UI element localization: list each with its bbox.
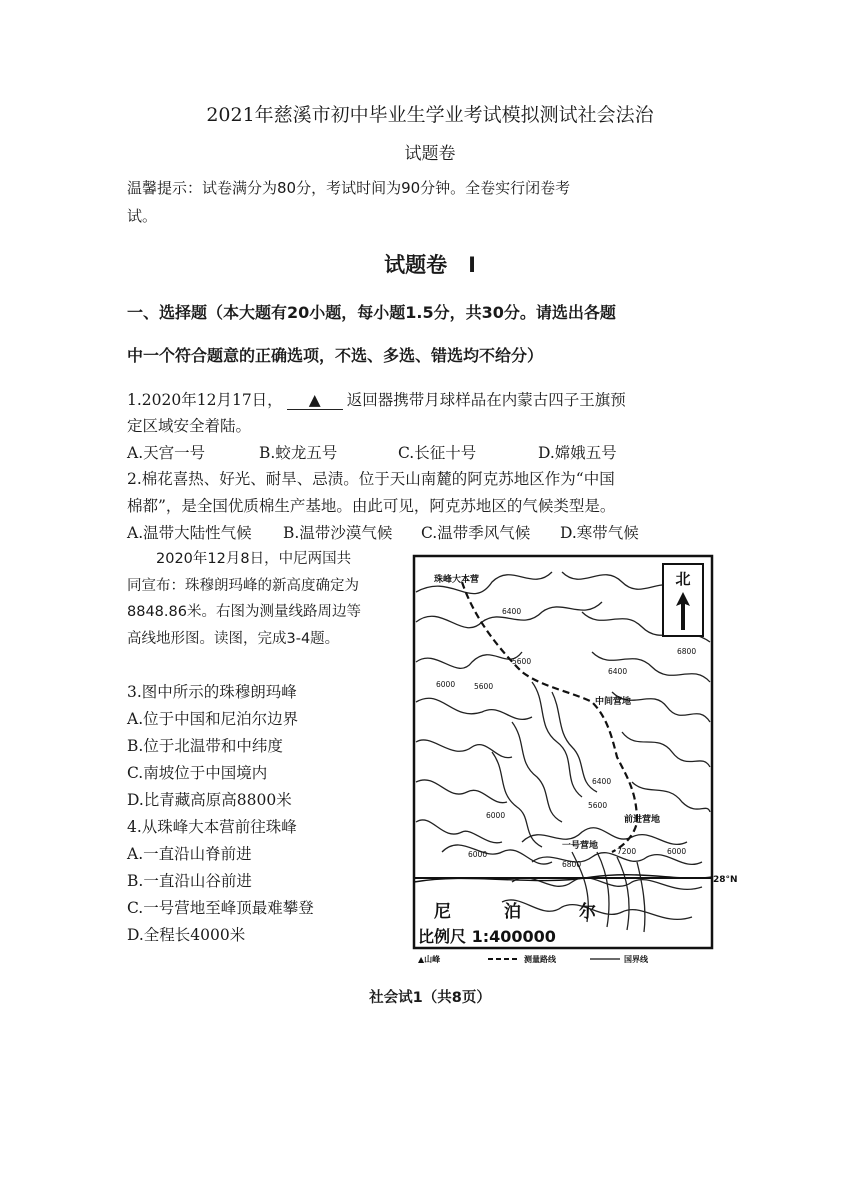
- question-2-option-d: D.寒带气候: [560, 524, 639, 542]
- question-3-option-a: A.位于中国和尼泊尔边界: [127, 710, 299, 728]
- intro-line: 同宣布：珠穆朗玛峰的新高度确定为: [127, 577, 359, 594]
- question-2-line-1: 2.棉花喜热、好光、耐旱、忌渍。位于天山南麓的阿克苏地区作为“中国: [127, 470, 615, 488]
- legend-border: 国界线: [624, 955, 648, 964]
- paper-label: 试题卷 I: [384, 253, 476, 277]
- contour-label: 6400: [502, 607, 522, 616]
- label-forward-camp: 前进营地: [624, 815, 661, 825]
- question-1-post: 返回器携带月球样品在内蒙古四子王旗预: [346, 391, 626, 409]
- contour-label: 6400: [608, 667, 628, 676]
- question-1-line-2: 定区域安全着陆。: [127, 417, 252, 435]
- contour-label: 6400: [592, 777, 612, 786]
- intro-line: 2020年12月8日，中尼两国共: [127, 551, 352, 567]
- exam-subtitle: 试题卷: [404, 144, 456, 164]
- contour-label: 6800: [562, 860, 582, 869]
- label-camp-1: 一号营地: [562, 841, 599, 851]
- question-1-pre: 1.2020年12月17日，: [127, 391, 283, 409]
- label-nepal-1: 尼: [434, 902, 451, 922]
- question-3-stem: 3.图中所示的珠穆朗玛峰: [127, 683, 297, 701]
- question-2-option-a: A.温带大陆性气候: [127, 524, 252, 542]
- question-3-option-c: C.南坡位于中国境内: [127, 764, 268, 782]
- contour-label: 7200: [617, 847, 637, 856]
- question-1-option-c: C.长征十号: [398, 444, 477, 462]
- label-base-camp: 珠峰大本营: [434, 575, 480, 585]
- question-1-option-a: A.天宫一号: [127, 444, 206, 462]
- contour-label: 5600: [512, 657, 532, 666]
- intro-line: 高线地形图。读图，完成3-4题。: [127, 630, 340, 647]
- question-3-option-b: B.位于北温带和中纬度: [127, 737, 283, 755]
- north-label: 北: [675, 570, 691, 588]
- question-1-option-d: D.嫦娥五号: [538, 444, 617, 462]
- contour-label: 6000: [486, 811, 506, 820]
- question-1-option-b: B.蛟龙五号: [259, 444, 338, 462]
- question-2-line-2: 棉都”，是全国优质棉生产基地。由此可见，阿克苏地区的气候类型是。: [127, 497, 616, 515]
- question-2-option-b: B.温带沙漠气候: [283, 524, 393, 542]
- map-intro-paragraph: [127, 546, 392, 652]
- contour-label: 6000: [468, 850, 488, 859]
- exam-title: 2021年慈溪市初中毕业生学业考试模拟测试社会法治: [206, 104, 654, 126]
- contour-label: 6800: [677, 647, 697, 656]
- question-4-option-d: D.全程长4000米: [127, 926, 246, 944]
- question-4-option-b: B.一直沿山谷前进: [127, 872, 252, 890]
- contour-label: 5600: [588, 801, 608, 810]
- question-3-option-d: D.比青藏高原高8800米: [127, 791, 292, 809]
- tip-line-1: 温馨提示：试卷满分为80分，考试时间为90分钟。全卷实行闭卷考: [127, 179, 571, 197]
- question-4-stem: 4.从珠峰大本营前往珠峰: [127, 818, 297, 836]
- label-nepal-2: 泊: [504, 902, 521, 922]
- legend-peak: ▲山峰: [418, 955, 441, 964]
- label-mid-camp: 中间营地: [595, 697, 632, 707]
- map-scale: 比例尺 1:400000: [418, 927, 556, 946]
- question-4-option-c: C.一号营地至峰顶最难攀登: [127, 899, 314, 917]
- intro-line: 8848.86米。右图为测量线路周边等: [127, 604, 361, 620]
- question-2-option-c: C.温带季风气候: [421, 524, 531, 542]
- label-latitude: 28°N: [713, 875, 738, 885]
- page-footer: 社会试1（共8页）: [369, 990, 491, 1006]
- contour-map: [412, 552, 738, 970]
- question-4-option-a: A.一直沿山脊前进: [127, 845, 252, 863]
- tip-line-2: 试。: [127, 207, 158, 225]
- contour-label: 6000: [436, 680, 456, 689]
- question-1-line-1: [127, 388, 626, 412]
- section-heading-line-1: 一、选择题（本大题有20小题，每小题1.5分，共30分。请选出各题: [127, 303, 616, 322]
- contour-label: 6000: [667, 847, 687, 856]
- legend-route: 测量路线: [524, 955, 556, 964]
- section-heading-line-2: 中一个符合题意的正确选项，不选、多选、错选均不给分）: [127, 346, 544, 365]
- contour-label: 5600: [474, 682, 494, 691]
- answer-blank: ▲: [287, 391, 343, 410]
- label-nepal-3: 尔: [579, 902, 596, 922]
